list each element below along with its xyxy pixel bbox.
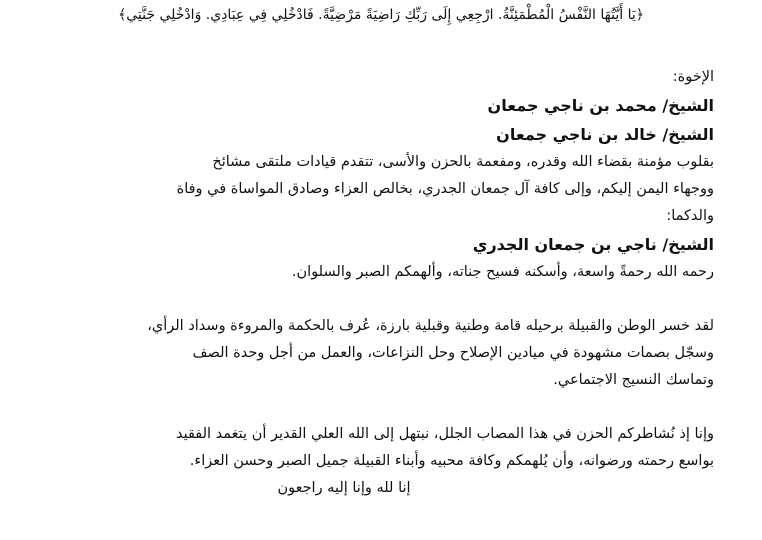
quran-verse: ﴿يَا أَيَّتُهَا النَّفْسُ الْمُطْمَئِنَّةُ. ارْجِعِي إِلَى رَبِّكِ رَاضِيَةً مَرْضِيَّةً. فَادْخُلِي فِي عِبَادِي. وَادْخُلِي جَنَّتِي﴾: [118, 7, 644, 23]
tribute-line: وتماسك النسيج الاجتماعي.: [553, 372, 714, 388]
deceased-name: الشيخ/ ناجي بن جمعان الجدري: [472, 235, 714, 254]
addressees-intro: الإخوة:: [672, 69, 714, 85]
condolence-line: والدكما:: [666, 208, 714, 224]
closing-line: بواسع رحمته ورضوانه، وأن يُلهمكم وكافة محبيه وأبناء القبيلة جميل الصبر وحسن العزاء.: [189, 453, 714, 469]
paragraph-gap: [44, 394, 714, 421]
letter-body: [44, 64, 714, 502]
condolence-line: ووجهاء اليمن إليكم، وإلى كافة آل جمعان الجدري، بخالص العزاء وصادق المواساة في وفاة: [176, 181, 714, 197]
tribute-line: لقد خسر الوطن والقبيلة برحيله قامة وطنية وقبلية بارزة، عُرف بالحكمة والمروءة وسداد الرأي،: [147, 318, 714, 334]
condolence-line: بقلوب مؤمنة بقضاء الله وقدره، ومفعمة بالحزن والأسى، تتقدم قيادات ملتقى مشائخ: [212, 154, 714, 170]
final-line: إنا لله وإنا إليه راجعون: [277, 480, 411, 496]
addressee-name: الشيخ/ خالد بن ناجي جمعان: [496, 125, 714, 144]
paragraph-gap: [44, 286, 714, 313]
addressee-name: الشيخ/ محمد بن ناجي جمعان: [487, 96, 714, 115]
tribute-line: وسجّل بصمات مشهودة في ميادين الإصلاح وحل النزاعات، والعمل من أجل وحدة الصف: [192, 345, 714, 361]
prayer-line: رحمه الله رحمةً واسعة، وأسكنه فسيح جناته، وألهمكم الصبر والسلوان.: [291, 264, 714, 280]
closing-line: وإنا إذ نُشاطركم الحزن في هذا المصاب الجلل، نبتهل إلى الله العلي القدير أن يتغمد الفقيد: [175, 426, 714, 442]
